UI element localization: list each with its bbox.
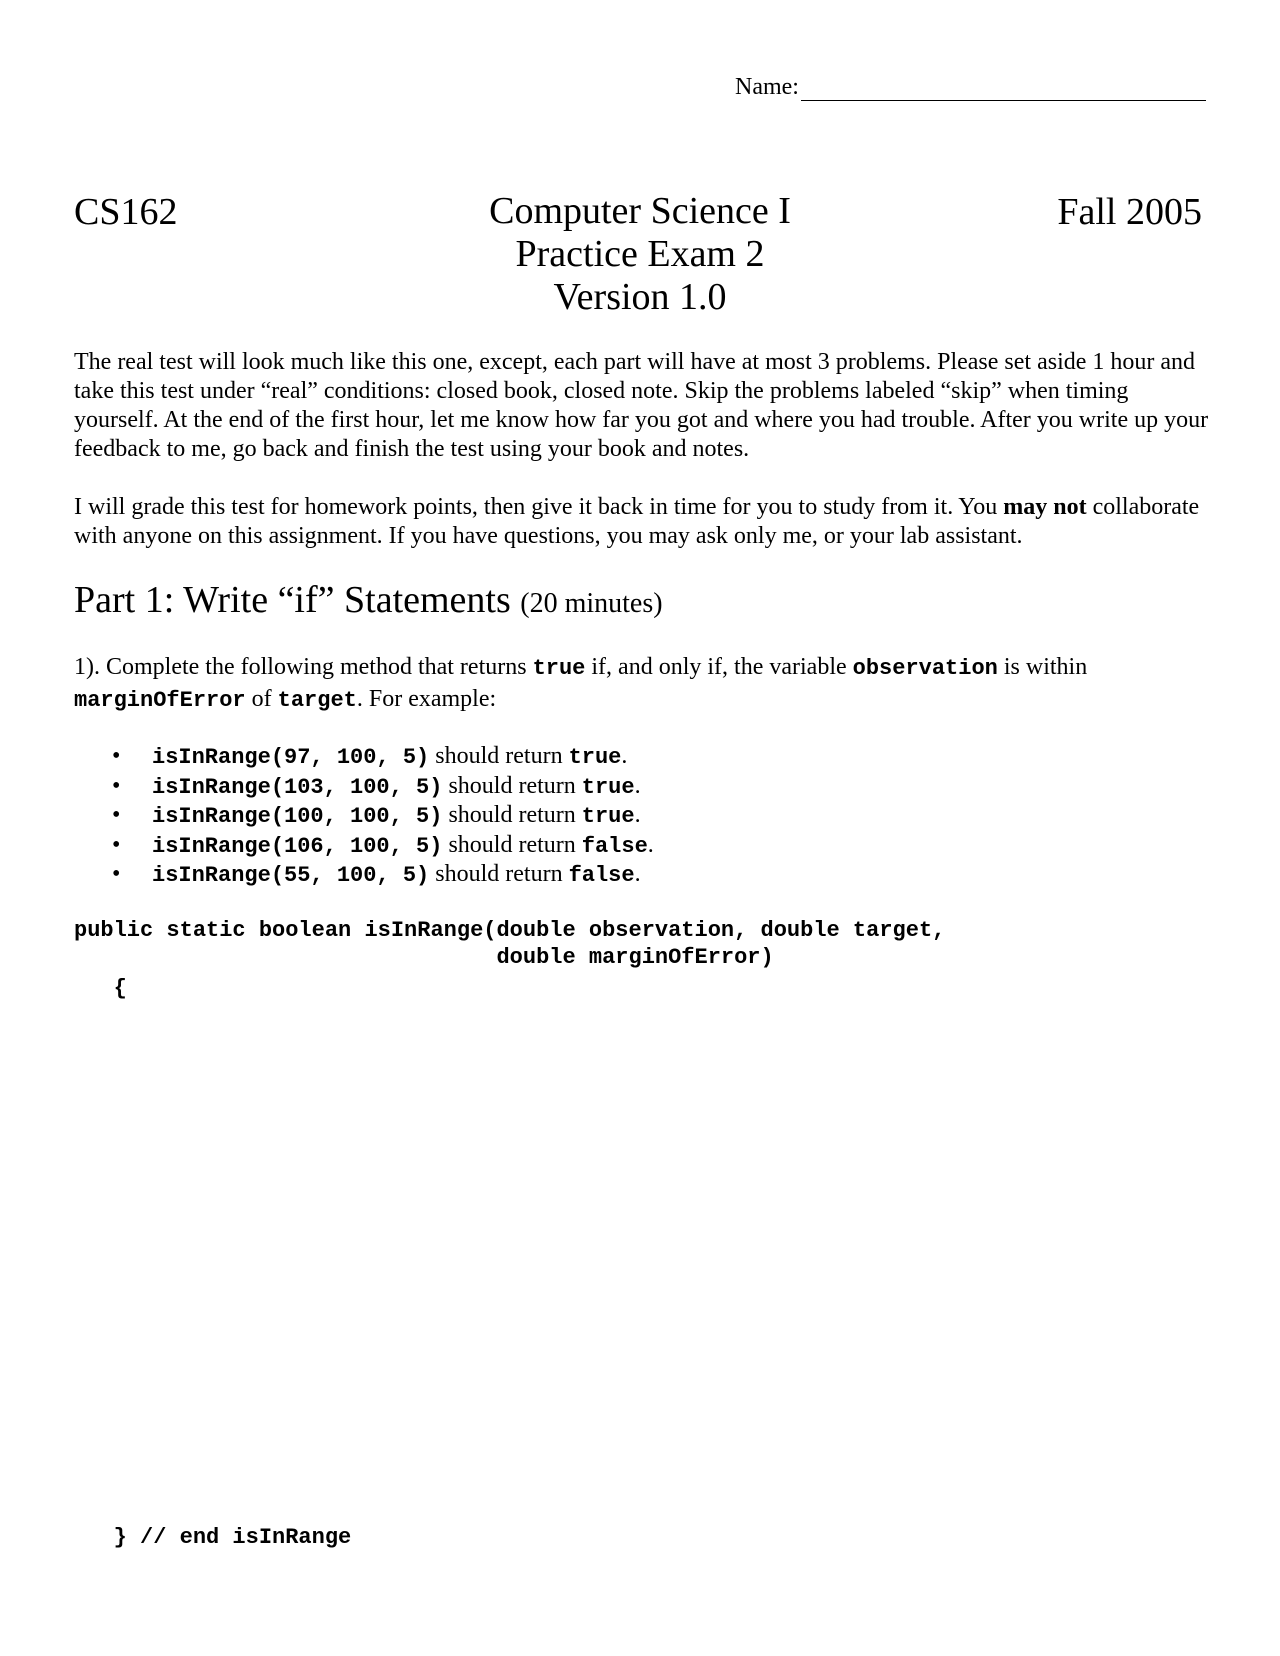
exam-version: Version 1.0	[553, 276, 727, 318]
list-item	[112, 831, 654, 861]
prompt-text: 1). Complete the following method that returns	[74, 654, 533, 680]
method-close-brace: } // end isInRange	[74, 1525, 352, 1550]
term: Fall 2005	[1057, 191, 1202, 233]
paragraph-text: collaborate with anyone on this assignment. If you have questions, you may ask only me, or your lab assistant.	[74, 494, 1200, 549]
emphasis-may-not: may not	[1003, 494, 1087, 520]
bullet-icon: •	[112, 802, 121, 828]
example-result: true	[568, 745, 622, 770]
name-label: Name:	[735, 74, 799, 100]
example-text: should return	[429, 861, 569, 887]
example-list	[112, 742, 654, 890]
name-blank-line[interactable]	[801, 74, 1206, 101]
course-title: Computer Science I	[489, 190, 791, 232]
instructions-paragraph-2	[74, 493, 1214, 551]
example-text: should return	[429, 743, 569, 769]
example-result: false	[581, 833, 648, 859]
example-result: true	[581, 774, 635, 800]
method-open-brace: {	[74, 976, 127, 1001]
prompt-text: is within	[997, 654, 1088, 680]
exam-title: Practice Exam 2	[515, 233, 765, 275]
part-1-time: (20 minutes)	[520, 588, 663, 619]
example-result: false	[568, 863, 635, 888]
code-observation: observation	[852, 656, 998, 681]
list-item	[112, 772, 654, 802]
example-call: isInRange(103, 100, 5)	[152, 774, 443, 800]
example-text: should return	[442, 831, 582, 858]
name-field[interactable]	[735, 74, 1206, 101]
bullet-icon: •	[112, 831, 121, 858]
example-end: .	[647, 831, 654, 858]
list-item	[112, 742, 654, 772]
example-end: .	[634, 772, 641, 799]
example-call: isInRange(55, 100, 5)	[152, 863, 430, 888]
example-end: .	[634, 802, 641, 828]
course-code: CS162	[74, 191, 178, 233]
example-call: isInRange(97, 100, 5)	[152, 745, 430, 770]
prompt-text: . For example:	[356, 686, 497, 712]
example-text: should return	[442, 802, 582, 828]
part-1-heading	[74, 578, 663, 622]
exam-title-block	[340, 190, 940, 319]
method-signature-line-1: public static boolean isInRange(double observation, double target,	[74, 918, 946, 943]
code-true: true	[532, 656, 586, 681]
prompt-text: if, and only if, the variable	[585, 654, 853, 680]
bullet-icon: •	[112, 743, 121, 769]
example-text: should return	[442, 772, 582, 799]
example-result: true	[581, 804, 635, 829]
example-end: .	[621, 743, 628, 769]
question-1-prompt	[74, 652, 1214, 716]
example-call: isInRange(100, 100, 5)	[152, 804, 443, 829]
instructions-paragraph-1: The real test will look much like this one, except, each part will have at most 3 problems. Please set aside 1 hour and take this test under “real” conditions: closed book, closed note. Skip the problems labeled “skip” when timing yourself. At the end of the first hour, let me know how far you got and where you had trouble. After you write up your feedback to me, go back and finish the test using your book and notes.	[74, 349, 1209, 462]
bullet-icon: •	[112, 772, 121, 799]
part-1-title: Part 1: Write “if” Statements	[74, 579, 511, 621]
prompt-text: of	[245, 686, 278, 712]
list-item	[112, 860, 654, 890]
bullet-icon: •	[112, 861, 121, 887]
code-margin-of-error: marginOfError	[74, 688, 246, 713]
example-call: isInRange(106, 100, 5)	[152, 833, 443, 859]
example-end: .	[634, 861, 641, 887]
paragraph-text: I will grade this test for homework points, then give it back in time for you to study from it. You	[74, 494, 1004, 520]
code-target: target	[277, 688, 357, 713]
list-item	[112, 801, 654, 831]
method-signature-line-2: double marginOfError)	[74, 945, 774, 970]
